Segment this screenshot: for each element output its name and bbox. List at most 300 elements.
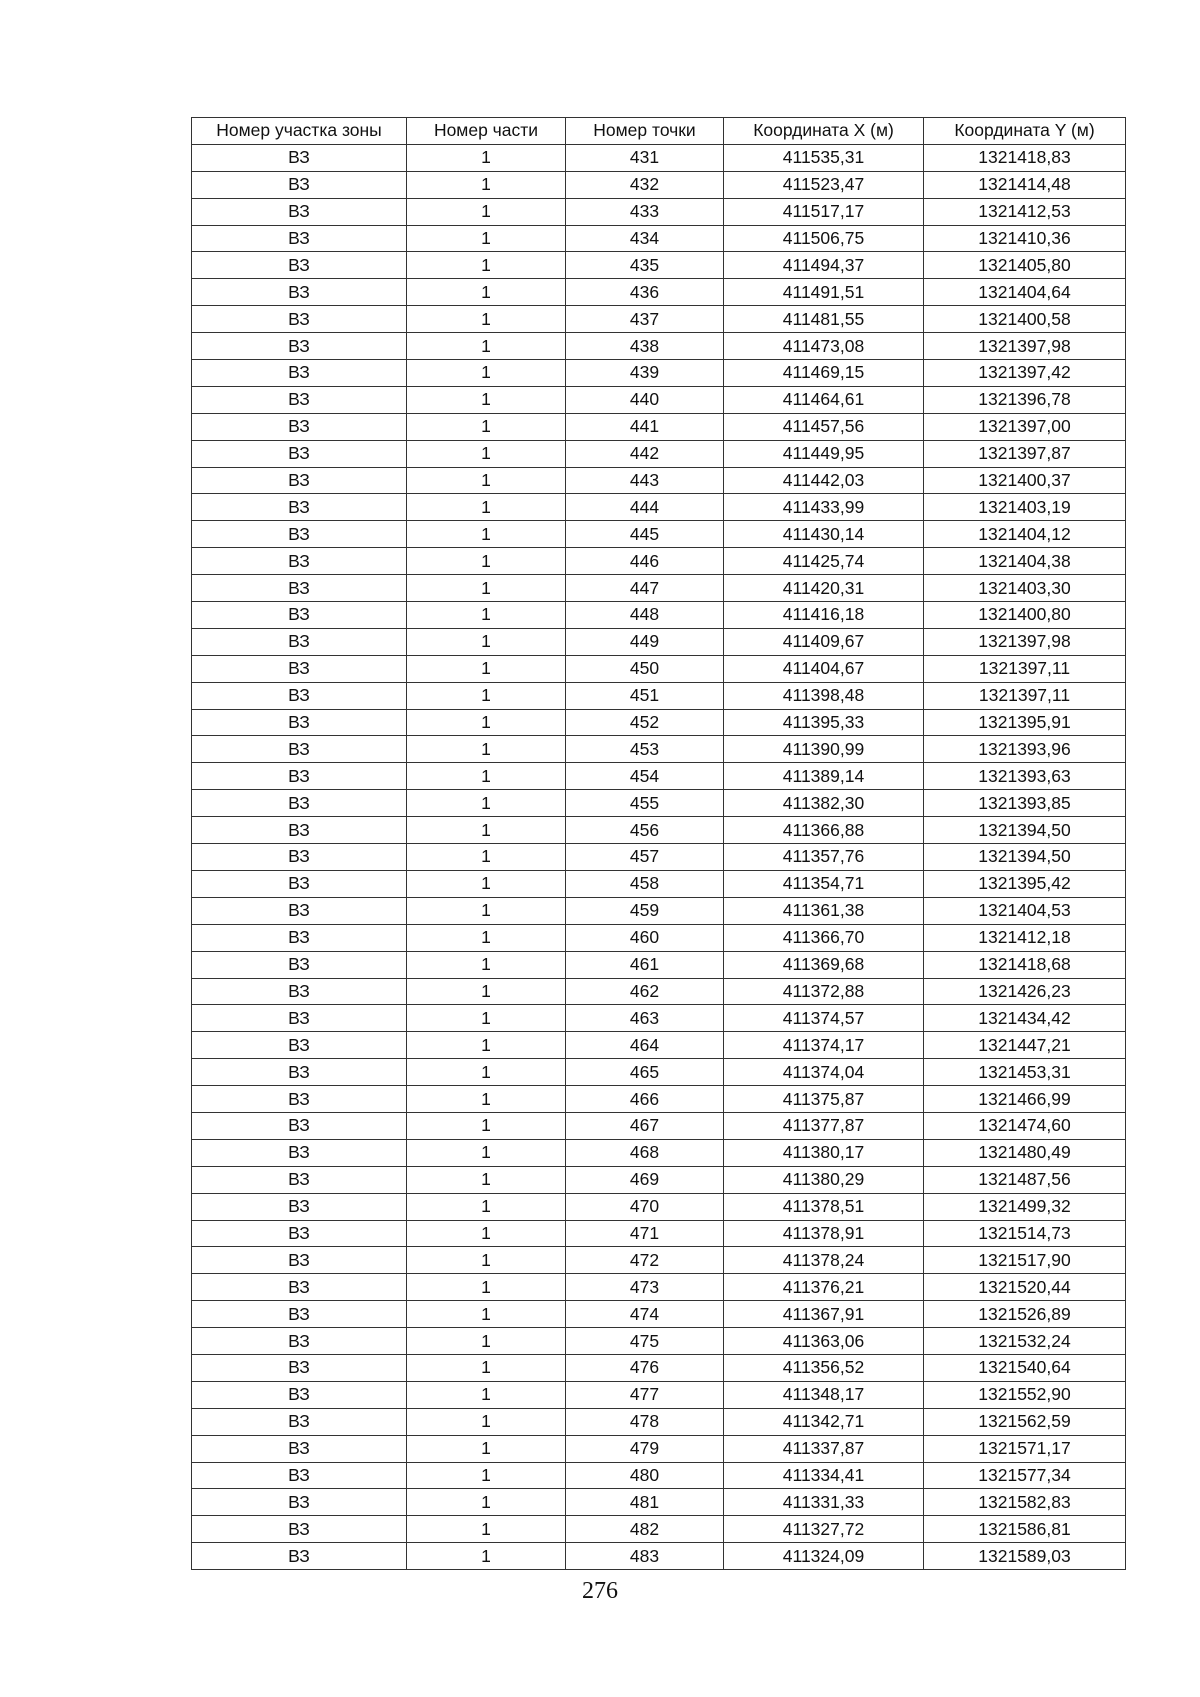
coordinate-x-cell: 411390,99 xyxy=(724,736,924,763)
coordinate-y-cell: 1321577,34 xyxy=(924,1462,1126,1489)
coordinate-x-cell: 411354,71 xyxy=(724,870,924,897)
zone-section-cell: ВЗ xyxy=(192,1086,407,1113)
coordinate-x-cell: 411464,61 xyxy=(724,386,924,413)
zone-section-cell: ВЗ xyxy=(192,682,407,709)
coordinate-y-cell: 1321400,58 xyxy=(924,306,1126,333)
coordinate-y-cell: 1321414,48 xyxy=(924,171,1126,198)
coordinate-x-cell: 411342,71 xyxy=(724,1408,924,1435)
part-number-cell: 1 xyxy=(407,306,566,333)
coordinate-x-cell: 411374,17 xyxy=(724,1032,924,1059)
part-number-cell: 1 xyxy=(407,844,566,871)
point-number-cell: 439 xyxy=(566,360,724,387)
coordinate-x-cell: 411517,17 xyxy=(724,198,924,225)
header-part-number: Номер части xyxy=(407,118,566,145)
table-row xyxy=(192,575,1126,602)
coordinate-y-cell: 1321400,80 xyxy=(924,602,1126,629)
point-number-cell: 446 xyxy=(566,548,724,575)
coordinate-x-cell: 411361,38 xyxy=(724,897,924,924)
coordinate-x-cell: 411334,41 xyxy=(724,1462,924,1489)
point-number-cell: 440 xyxy=(566,386,724,413)
coordinate-x-cell: 411535,31 xyxy=(724,144,924,171)
zone-section-cell: ВЗ xyxy=(192,736,407,763)
coordinate-x-cell: 411398,48 xyxy=(724,682,924,709)
zone-section-cell: ВЗ xyxy=(192,1381,407,1408)
point-number-cell: 460 xyxy=(566,924,724,951)
coordinate-x-cell: 411395,33 xyxy=(724,709,924,736)
coordinate-y-cell: 1321393,63 xyxy=(924,763,1126,790)
coordinate-y-cell: 1321412,53 xyxy=(924,198,1126,225)
zone-section-cell: ВЗ xyxy=(192,1489,407,1516)
table-row xyxy=(192,897,1126,924)
coordinate-y-cell: 1321487,56 xyxy=(924,1166,1126,1193)
table-row xyxy=(192,279,1126,306)
zone-section-cell: ВЗ xyxy=(192,198,407,225)
coordinate-y-cell: 1321532,24 xyxy=(924,1328,1126,1355)
part-number-cell: 1 xyxy=(407,252,566,279)
zone-section-cell: ВЗ xyxy=(192,817,407,844)
zone-section-cell: ВЗ xyxy=(192,279,407,306)
coordinate-x-cell: 411356,52 xyxy=(724,1354,924,1381)
coordinate-y-cell: 1321393,85 xyxy=(924,790,1126,817)
zone-section-cell: ВЗ xyxy=(192,1220,407,1247)
part-number-cell: 1 xyxy=(407,951,566,978)
point-number-cell: 444 xyxy=(566,494,724,521)
coordinate-y-cell: 1321405,80 xyxy=(924,252,1126,279)
point-number-cell: 478 xyxy=(566,1408,724,1435)
table-row xyxy=(192,870,1126,897)
coordinate-y-cell: 1321474,60 xyxy=(924,1112,1126,1139)
zone-section-cell: ВЗ xyxy=(192,1032,407,1059)
zone-section-cell: ВЗ xyxy=(192,1328,407,1355)
point-number-cell: 435 xyxy=(566,252,724,279)
coordinate-x-cell: 411506,75 xyxy=(724,225,924,252)
part-number-cell: 1 xyxy=(407,1247,566,1274)
coordinate-x-cell: 411372,88 xyxy=(724,978,924,1005)
point-number-cell: 475 xyxy=(566,1328,724,1355)
coordinate-y-cell: 1321418,83 xyxy=(924,144,1126,171)
table-row xyxy=(192,1301,1126,1328)
table-row xyxy=(192,655,1126,682)
table-row xyxy=(192,360,1126,387)
table-row xyxy=(192,413,1126,440)
coordinate-y-cell: 1321396,78 xyxy=(924,386,1126,413)
zone-section-cell: ВЗ xyxy=(192,1059,407,1086)
table-row xyxy=(192,1435,1126,1462)
table-row xyxy=(192,1381,1126,1408)
point-number-cell: 450 xyxy=(566,655,724,682)
part-number-cell: 1 xyxy=(407,494,566,521)
coordinate-x-cell: 411331,33 xyxy=(724,1489,924,1516)
point-number-cell: 449 xyxy=(566,628,724,655)
part-number-cell: 1 xyxy=(407,790,566,817)
zone-section-cell: ВЗ xyxy=(192,440,407,467)
table-header xyxy=(192,118,1126,145)
point-number-cell: 464 xyxy=(566,1032,724,1059)
coordinate-y-cell: 1321418,68 xyxy=(924,951,1126,978)
coordinate-y-cell: 1321480,49 xyxy=(924,1139,1126,1166)
point-number-cell: 480 xyxy=(566,1462,724,1489)
coordinate-x-cell: 411420,31 xyxy=(724,575,924,602)
part-number-cell: 1 xyxy=(407,1220,566,1247)
point-number-cell: 466 xyxy=(566,1086,724,1113)
table-row xyxy=(192,951,1126,978)
table-row xyxy=(192,844,1126,871)
zone-section-cell: ВЗ xyxy=(192,467,407,494)
coordinate-x-cell: 411409,67 xyxy=(724,628,924,655)
coordinate-y-cell: 1321540,64 xyxy=(924,1354,1126,1381)
coordinate-x-cell: 411469,15 xyxy=(724,360,924,387)
table-row xyxy=(192,1086,1126,1113)
coordinate-y-cell: 1321562,59 xyxy=(924,1408,1126,1435)
zone-section-cell: ВЗ xyxy=(192,225,407,252)
zone-section-cell: ВЗ xyxy=(192,521,407,548)
zone-section-cell: ВЗ xyxy=(192,978,407,1005)
coordinate-y-cell: 1321395,42 xyxy=(924,870,1126,897)
point-number-cell: 481 xyxy=(566,1489,724,1516)
zone-section-cell: ВЗ xyxy=(192,413,407,440)
zone-section-cell: ВЗ xyxy=(192,171,407,198)
part-number-cell: 1 xyxy=(407,360,566,387)
table-row xyxy=(192,1005,1126,1032)
zone-section-cell: ВЗ xyxy=(192,1193,407,1220)
table-row xyxy=(192,1059,1126,1086)
part-number-cell: 1 xyxy=(407,225,566,252)
zone-section-cell: ВЗ xyxy=(192,1408,407,1435)
part-number-cell: 1 xyxy=(407,1408,566,1435)
part-number-cell: 1 xyxy=(407,413,566,440)
zone-section-cell: ВЗ xyxy=(192,763,407,790)
part-number-cell: 1 xyxy=(407,548,566,575)
table-row xyxy=(192,1193,1126,1220)
coordinate-y-cell: 1321397,11 xyxy=(924,682,1126,709)
coordinate-x-cell: 411481,55 xyxy=(724,306,924,333)
page-number: 276 xyxy=(582,1578,618,1604)
point-number-cell: 462 xyxy=(566,978,724,1005)
part-number-cell: 1 xyxy=(407,1086,566,1113)
part-number-cell: 1 xyxy=(407,1516,566,1543)
zone-section-cell: ВЗ xyxy=(192,1462,407,1489)
table-row xyxy=(192,1543,1126,1570)
coordinate-y-cell: 1321447,21 xyxy=(924,1032,1126,1059)
part-number-cell: 1 xyxy=(407,1193,566,1220)
coordinate-y-cell: 1321393,96 xyxy=(924,736,1126,763)
part-number-cell: 1 xyxy=(407,1005,566,1032)
coordinate-y-cell: 1321466,99 xyxy=(924,1086,1126,1113)
table-row xyxy=(192,252,1126,279)
table-row xyxy=(192,1220,1126,1247)
zone-section-cell: ВЗ xyxy=(192,602,407,629)
coordinate-x-cell: 411374,04 xyxy=(724,1059,924,1086)
zone-section-cell: ВЗ xyxy=(192,655,407,682)
coordinate-x-cell: 411380,17 xyxy=(724,1139,924,1166)
table-row xyxy=(192,790,1126,817)
coordinate-x-cell: 411382,30 xyxy=(724,790,924,817)
table-body xyxy=(192,144,1126,1569)
zone-section-cell: ВЗ xyxy=(192,1435,407,1462)
part-number-cell: 1 xyxy=(407,682,566,709)
coordinate-y-cell: 1321589,03 xyxy=(924,1543,1126,1570)
coordinate-y-cell: 1321397,00 xyxy=(924,413,1126,440)
point-number-cell: 436 xyxy=(566,279,724,306)
coordinate-y-cell: 1321434,42 xyxy=(924,1005,1126,1032)
coordinate-x-cell: 411366,70 xyxy=(724,924,924,951)
part-number-cell: 1 xyxy=(407,1301,566,1328)
coordinate-x-cell: 411357,76 xyxy=(724,844,924,871)
coordinate-y-cell: 1321582,83 xyxy=(924,1489,1126,1516)
part-number-cell: 1 xyxy=(407,1435,566,1462)
point-number-cell: 461 xyxy=(566,951,724,978)
zone-section-cell: ВЗ xyxy=(192,790,407,817)
coordinate-x-cell: 411442,03 xyxy=(724,467,924,494)
coordinate-y-cell: 1321404,64 xyxy=(924,279,1126,306)
zone-section-cell: ВЗ xyxy=(192,360,407,387)
coordinate-x-cell: 411367,91 xyxy=(724,1301,924,1328)
coordinate-x-cell: 411457,56 xyxy=(724,413,924,440)
coordinate-y-cell: 1321552,90 xyxy=(924,1381,1126,1408)
zone-section-cell: ВЗ xyxy=(192,1354,407,1381)
header-coordinate-x: Координата X (м) xyxy=(724,118,924,145)
coordinate-y-cell: 1321400,37 xyxy=(924,467,1126,494)
point-number-cell: 441 xyxy=(566,413,724,440)
part-number-cell: 1 xyxy=(407,386,566,413)
zone-section-cell: ВЗ xyxy=(192,575,407,602)
zone-section-cell: ВЗ xyxy=(192,494,407,521)
point-number-cell: 445 xyxy=(566,521,724,548)
point-number-cell: 471 xyxy=(566,1220,724,1247)
point-number-cell: 431 xyxy=(566,144,724,171)
point-number-cell: 473 xyxy=(566,1274,724,1301)
point-number-cell: 438 xyxy=(566,333,724,360)
coordinate-y-cell: 1321404,12 xyxy=(924,521,1126,548)
zone-section-cell: ВЗ xyxy=(192,1005,407,1032)
part-number-cell: 1 xyxy=(407,1112,566,1139)
zone-section-cell: ВЗ xyxy=(192,1166,407,1193)
coordinate-x-cell: 411425,74 xyxy=(724,548,924,575)
part-number-cell: 1 xyxy=(407,1543,566,1570)
zone-section-cell: ВЗ xyxy=(192,844,407,871)
zone-section-cell: ВЗ xyxy=(192,144,407,171)
coordinate-x-cell: 411378,51 xyxy=(724,1193,924,1220)
table-row xyxy=(192,978,1126,1005)
zone-section-cell: ВЗ xyxy=(192,870,407,897)
coordinate-y-cell: 1321412,18 xyxy=(924,924,1126,951)
coordinate-y-cell: 1321404,38 xyxy=(924,548,1126,575)
table-row xyxy=(192,440,1126,467)
coordinate-x-cell: 411380,29 xyxy=(724,1166,924,1193)
table-row xyxy=(192,736,1126,763)
coordinate-y-cell: 1321397,11 xyxy=(924,655,1126,682)
part-number-cell: 1 xyxy=(407,198,566,225)
table-row xyxy=(192,602,1126,629)
part-number-cell: 1 xyxy=(407,1354,566,1381)
coordinates-table xyxy=(191,117,1126,1570)
zone-section-cell: ВЗ xyxy=(192,1301,407,1328)
coordinate-y-cell: 1321571,17 xyxy=(924,1435,1126,1462)
coordinate-y-cell: 1321499,32 xyxy=(924,1193,1126,1220)
zone-section-cell: ВЗ xyxy=(192,1247,407,1274)
point-number-cell: 477 xyxy=(566,1381,724,1408)
header-row xyxy=(192,118,1126,145)
coordinate-y-cell: 1321526,89 xyxy=(924,1301,1126,1328)
part-number-cell: 1 xyxy=(407,628,566,655)
table-row xyxy=(192,1516,1126,1543)
coordinate-x-cell: 411494,37 xyxy=(724,252,924,279)
part-number-cell: 1 xyxy=(407,575,566,602)
table-row xyxy=(192,494,1126,521)
point-number-cell: 457 xyxy=(566,844,724,871)
coordinate-x-cell: 411430,14 xyxy=(724,521,924,548)
coordinate-x-cell: 411327,72 xyxy=(724,1516,924,1543)
table-row xyxy=(192,1408,1126,1435)
table-row xyxy=(192,198,1126,225)
point-number-cell: 483 xyxy=(566,1543,724,1570)
coordinate-y-cell: 1321403,19 xyxy=(924,494,1126,521)
point-number-cell: 472 xyxy=(566,1247,724,1274)
point-number-cell: 442 xyxy=(566,440,724,467)
point-number-cell: 459 xyxy=(566,897,724,924)
point-number-cell: 437 xyxy=(566,306,724,333)
coordinate-y-cell: 1321453,31 xyxy=(924,1059,1126,1086)
part-number-cell: 1 xyxy=(407,144,566,171)
point-number-cell: 451 xyxy=(566,682,724,709)
coordinate-x-cell: 411375,87 xyxy=(724,1086,924,1113)
zone-section-cell: ВЗ xyxy=(192,1139,407,1166)
coordinate-y-cell: 1321403,30 xyxy=(924,575,1126,602)
table-row xyxy=(192,1328,1126,1355)
table-row xyxy=(192,682,1126,709)
point-number-cell: 447 xyxy=(566,575,724,602)
coordinate-x-cell: 411324,09 xyxy=(724,1543,924,1570)
point-number-cell: 443 xyxy=(566,467,724,494)
point-number-cell: 452 xyxy=(566,709,724,736)
coordinate-x-cell: 411366,88 xyxy=(724,817,924,844)
header-zone-section-number: Номер участка зоны xyxy=(192,118,407,145)
coordinate-y-cell: 1321394,50 xyxy=(924,844,1126,871)
coordinate-x-cell: 411363,06 xyxy=(724,1328,924,1355)
point-number-cell: 455 xyxy=(566,790,724,817)
table-row xyxy=(192,709,1126,736)
coordinate-y-cell: 1321397,87 xyxy=(924,440,1126,467)
point-number-cell: 467 xyxy=(566,1112,724,1139)
table-row xyxy=(192,763,1126,790)
part-number-cell: 1 xyxy=(407,467,566,494)
table-row xyxy=(192,1274,1126,1301)
part-number-cell: 1 xyxy=(407,736,566,763)
table-row xyxy=(192,1166,1126,1193)
point-number-cell: 474 xyxy=(566,1301,724,1328)
table-row xyxy=(192,306,1126,333)
point-number-cell: 432 xyxy=(566,171,724,198)
part-number-cell: 1 xyxy=(407,924,566,951)
coordinate-x-cell: 411376,21 xyxy=(724,1274,924,1301)
coordinate-x-cell: 411378,91 xyxy=(724,1220,924,1247)
zone-section-cell: ВЗ xyxy=(192,548,407,575)
zone-section-cell: ВЗ xyxy=(192,897,407,924)
table-row xyxy=(192,1489,1126,1516)
part-number-cell: 1 xyxy=(407,1462,566,1489)
point-number-cell: 482 xyxy=(566,1516,724,1543)
point-number-cell: 434 xyxy=(566,225,724,252)
zone-section-cell: ВЗ xyxy=(192,924,407,951)
table-row xyxy=(192,1112,1126,1139)
coordinate-x-cell: 411377,87 xyxy=(724,1112,924,1139)
point-number-cell: 465 xyxy=(566,1059,724,1086)
coordinate-x-cell: 411433,99 xyxy=(724,494,924,521)
part-number-cell: 1 xyxy=(407,763,566,790)
part-number-cell: 1 xyxy=(407,1489,566,1516)
zone-section-cell: ВЗ xyxy=(192,333,407,360)
coordinate-x-cell: 411348,17 xyxy=(724,1381,924,1408)
coordinate-y-cell: 1321404,53 xyxy=(924,897,1126,924)
table-row xyxy=(192,817,1126,844)
zone-section-cell: ВЗ xyxy=(192,709,407,736)
table-row xyxy=(192,548,1126,575)
table-row xyxy=(192,521,1126,548)
part-number-cell: 1 xyxy=(407,897,566,924)
coordinate-x-cell: 411523,47 xyxy=(724,171,924,198)
point-number-cell: 470 xyxy=(566,1193,724,1220)
part-number-cell: 1 xyxy=(407,978,566,1005)
point-number-cell: 456 xyxy=(566,817,724,844)
coordinate-y-cell: 1321397,98 xyxy=(924,628,1126,655)
table-row xyxy=(192,628,1126,655)
zone-section-cell: ВЗ xyxy=(192,1112,407,1139)
point-number-cell: 458 xyxy=(566,870,724,897)
part-number-cell: 1 xyxy=(407,709,566,736)
coordinate-x-cell: 411449,95 xyxy=(724,440,924,467)
point-number-cell: 476 xyxy=(566,1354,724,1381)
point-number-cell: 469 xyxy=(566,1166,724,1193)
part-number-cell: 1 xyxy=(407,521,566,548)
zone-section-cell: ВЗ xyxy=(192,1274,407,1301)
coordinate-y-cell: 1321514,73 xyxy=(924,1220,1126,1247)
zone-section-cell: ВЗ xyxy=(192,1543,407,1570)
table-row xyxy=(192,144,1126,171)
coordinate-y-cell: 1321394,50 xyxy=(924,817,1126,844)
part-number-cell: 1 xyxy=(407,440,566,467)
point-number-cell: 479 xyxy=(566,1435,724,1462)
header-point-number: Номер точки xyxy=(566,118,724,145)
coordinate-x-cell: 411378,24 xyxy=(724,1247,924,1274)
coordinate-y-cell: 1321395,91 xyxy=(924,709,1126,736)
table-row xyxy=(192,1032,1126,1059)
part-number-cell: 1 xyxy=(407,1381,566,1408)
coordinate-x-cell: 411491,51 xyxy=(724,279,924,306)
point-number-cell: 453 xyxy=(566,736,724,763)
coordinate-y-cell: 1321586,81 xyxy=(924,1516,1126,1543)
part-number-cell: 1 xyxy=(407,1274,566,1301)
part-number-cell: 1 xyxy=(407,1328,566,1355)
coordinate-y-cell: 1321397,98 xyxy=(924,333,1126,360)
part-number-cell: 1 xyxy=(407,333,566,360)
part-number-cell: 1 xyxy=(407,279,566,306)
table-row xyxy=(192,1247,1126,1274)
part-number-cell: 1 xyxy=(407,870,566,897)
table-row xyxy=(192,386,1126,413)
zone-section-cell: ВЗ xyxy=(192,386,407,413)
zone-section-cell: ВЗ xyxy=(192,951,407,978)
coordinate-y-cell: 1321520,44 xyxy=(924,1274,1126,1301)
point-number-cell: 454 xyxy=(566,763,724,790)
table-row xyxy=(192,1354,1126,1381)
header-coordinate-y: Координата Y (м) xyxy=(924,118,1126,145)
coordinate-y-cell: 1321410,36 xyxy=(924,225,1126,252)
coordinate-x-cell: 411404,67 xyxy=(724,655,924,682)
part-number-cell: 1 xyxy=(407,1139,566,1166)
coordinate-x-cell: 411337,87 xyxy=(724,1435,924,1462)
coordinate-x-cell: 411389,14 xyxy=(724,763,924,790)
table-row xyxy=(192,1139,1126,1166)
